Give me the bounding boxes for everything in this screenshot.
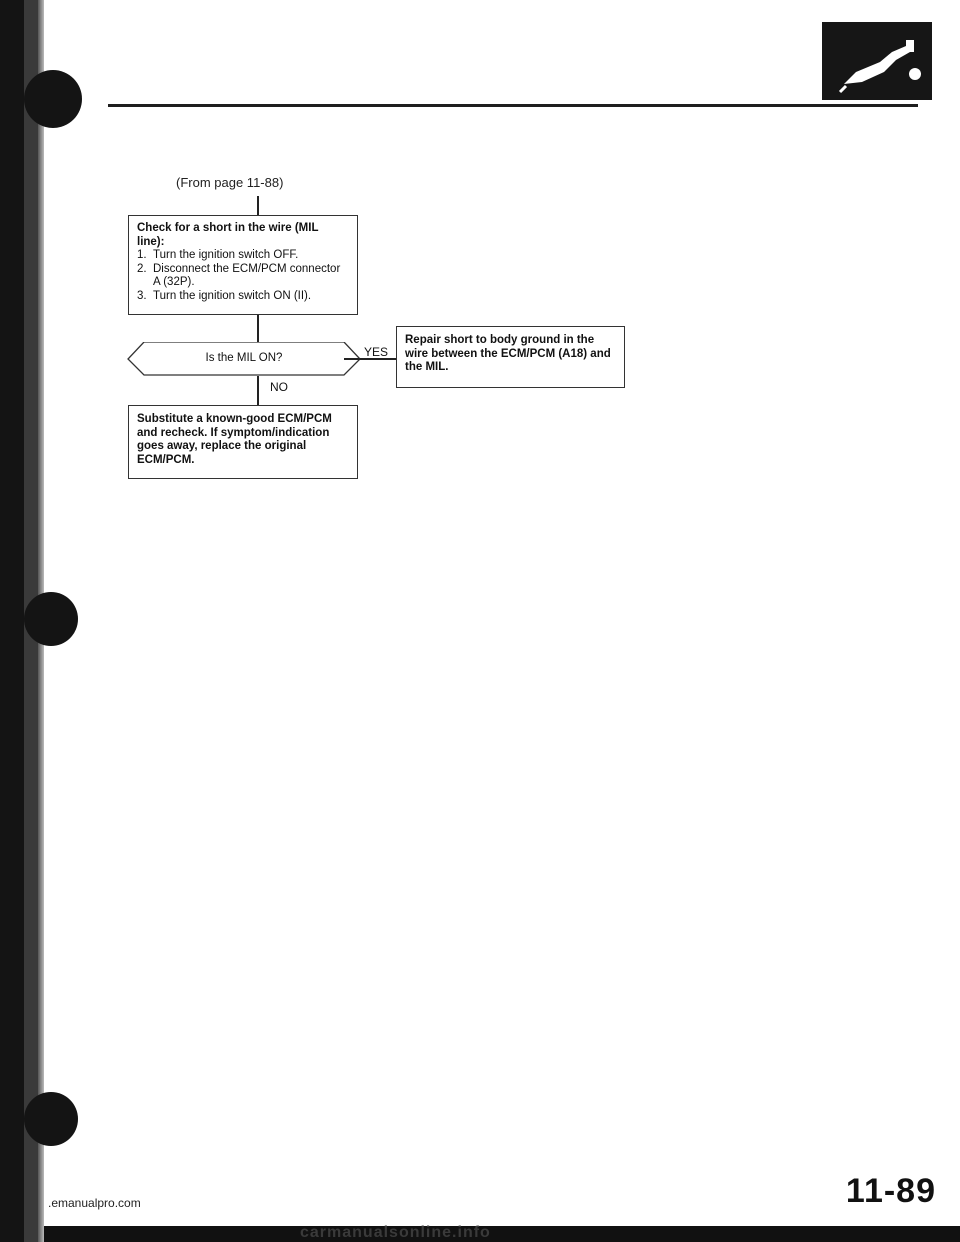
connector-line-top bbox=[257, 196, 259, 216]
decision-question: Is the MIL ON? bbox=[205, 352, 283, 364]
footer-watermark: carmanualsonline.info bbox=[300, 1224, 491, 1241]
punch-hole-bottom bbox=[24, 1092, 78, 1146]
no-connector-line bbox=[257, 376, 259, 406]
substitute-ecm-box bbox=[128, 405, 358, 479]
punch-hole-top bbox=[24, 70, 82, 128]
yes-label: YES bbox=[364, 345, 389, 359]
punch-hole-middle bbox=[24, 592, 78, 646]
step-item: 3. Turn the ignition switch ON (II). bbox=[137, 289, 312, 302]
substitute-ecm-text: Substitute a known-good ECM/PCM and recheck. If symptom/indication goes away, replace the original ECM/PCM. bbox=[137, 413, 332, 466]
check-short-box bbox=[128, 215, 358, 315]
step-item: 1. Turn the ignition switch OFF. bbox=[137, 249, 299, 261]
check-short-title: Check for a short in the wire (MIL bbox=[137, 222, 319, 234]
from-page-reference: (From page 11-88) bbox=[176, 175, 284, 190]
footer-url: .emanualpro.com bbox=[48, 1196, 141, 1210]
connector-line-to-decision bbox=[257, 315, 259, 343]
repair-short-text: Repair short to body ground in the wire between the ECM/PCM (A18) and the MIL. bbox=[405, 334, 611, 373]
step-item: 2. Disconnect the ECM/PCM connector A (32P). bbox=[137, 262, 341, 288]
no-label: NO bbox=[270, 380, 288, 394]
header-rule bbox=[108, 104, 918, 107]
check-short-title-cont: line): bbox=[137, 235, 165, 248]
footer-bar bbox=[44, 1226, 960, 1242]
fuel-nozzle-icon bbox=[822, 22, 932, 100]
section-tab bbox=[822, 22, 932, 100]
binding-edge bbox=[0, 0, 24, 1242]
page-number: 11-89 bbox=[845, 1172, 936, 1210]
repair-short-box bbox=[396, 326, 625, 388]
